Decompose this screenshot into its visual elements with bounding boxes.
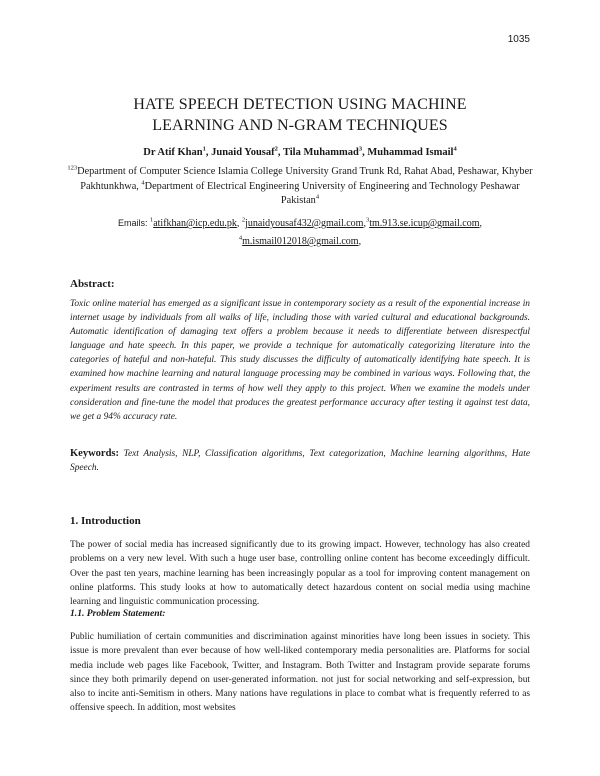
paper-title [70, 94, 530, 136]
affil-sup: 4 [315, 193, 320, 201]
email-sup: 4 [238, 234, 243, 242]
email-link[interactable]: tm.913.se.icup@gmail.com [369, 218, 480, 229]
title-line-2: LEARNING AND N-GRAM TECHNIQUES [152, 117, 448, 134]
emails-label: Emails: [117, 218, 148, 228]
subsection-heading-problem: 1.1. Problem Statement: [70, 608, 166, 619]
email-sup: 1 [149, 216, 154, 224]
keywords [70, 447, 530, 475]
email-link[interactable]: atifkhan@icp.edu.pk [153, 218, 237, 229]
keywords-text: Text Analysis, NLP, Classification algorithms, Text categorization, Machine learning algorithms, Hate Speech. [70, 449, 530, 473]
author-sup: 3 [358, 145, 363, 153]
author-name: Muhammad Ismail [367, 147, 454, 158]
author-name: Dr Atif Khan [143, 147, 203, 158]
email-block: Emails: $^1$atifkhan@icp.edu.pk, $^2$junaidyousaf432@gmail.com,$^3$tm.913.se.icup@gmail.com, $^4$m.ismail012018@gmail.com, [117, 216, 483, 247]
author-name: Tila Muhammad [282, 147, 359, 158]
email-link[interactable]: junaidyousaf432@gmail.com [245, 218, 364, 229]
affil-sup: 4 [141, 179, 145, 187]
section-heading-introduction: 1. Introduction [70, 515, 141, 527]
author-name: Junaid Yousaf [211, 147, 275, 158]
abstract-text: Toxic online material has emerged as a significant issue in contemporary society as a result of the exponential increase in internet usage by individuals from all walks of life, including those with varied cultural and educational backgrounds. Automatic identification of damaging text offers a problem because it needs to differentiate between disrespectful language and hate speech. In this paper, we provide a technique for automatically categorizing literature into the categories of hateful and non-hateful. This study discusses the difficulty of automatically identifying hate speech. It is examined how machine learning and natural language processing may be combined in various ways. Following that, the experiment results are contrasted in terms of how well they apply to this project. When we examine the models under consideration and fine-tune the model that produces the greatest performance accuracy after testing it against test data, we get a 94% accuracy rate. [70, 299, 530, 422]
affil-sup: 123 [67, 164, 78, 172]
problem-statement-text: Public humiliation of certain communities and discrimination against minorities have long been issues in society. This issue is more prevalent than ever because of how well-liked contemporary media personalities are. Platforms for social media include web pages like Facebook, Twitter, and Instagram. Both Twitter and Instagram provide separate forums since they both primarily depend on user-generated information. not just for social networking and self-expression, but also to incite anti-Semitism in others. Many nations have regulations in place to combat what is frequently referred to as offensive speech. In addition, most websites [70, 632, 530, 714]
abstract-heading: Abstract: [70, 278, 115, 290]
author-list: Dr Atif Khan$^1$, Junaid Yousaf$^2$, Tila Muhammad$^3$, Muhammad Ismail$^4$ [143, 145, 457, 158]
introduction-text: The power of social media has increased significantly due to its growing impact. However, technology has also created problems on a very new level. With such a huge user base, controlling online content has become exceedingly difficult. Over the past ten years, machine learning has been increasingly popular as a tool for improving content management on online platforms. This study looks at how to automatically detect hazardous content on social media using machine learning and linguistic communication processing. [70, 540, 530, 608]
keywords-label: Keywords: [70, 448, 119, 459]
author-sup: 4 [453, 145, 457, 153]
affiliations [60, 165, 540, 209]
author-sup: 2 [274, 145, 278, 153]
author-sup: 1 [202, 145, 206, 153]
page-number: 1035 [507, 34, 530, 45]
email-link[interactable]: m.ismail012018@gmail.com [242, 236, 359, 247]
email-sup: 3 [365, 216, 370, 224]
email-sup: 2 [241, 216, 246, 224]
title-line-1: HATE SPEECH DETECTION USING MACHINE [133, 96, 467, 113]
affil-text-1: Department of Computer Science Islamia College University Grand Trunk Rd, Rahat Abad, Peshawar, Khyber Pakhtunkhwa, [77, 166, 533, 192]
affil-text-2: Department of Electrical Engineering University of Engineering and Technology Peshawar Pakistan [144, 180, 520, 206]
